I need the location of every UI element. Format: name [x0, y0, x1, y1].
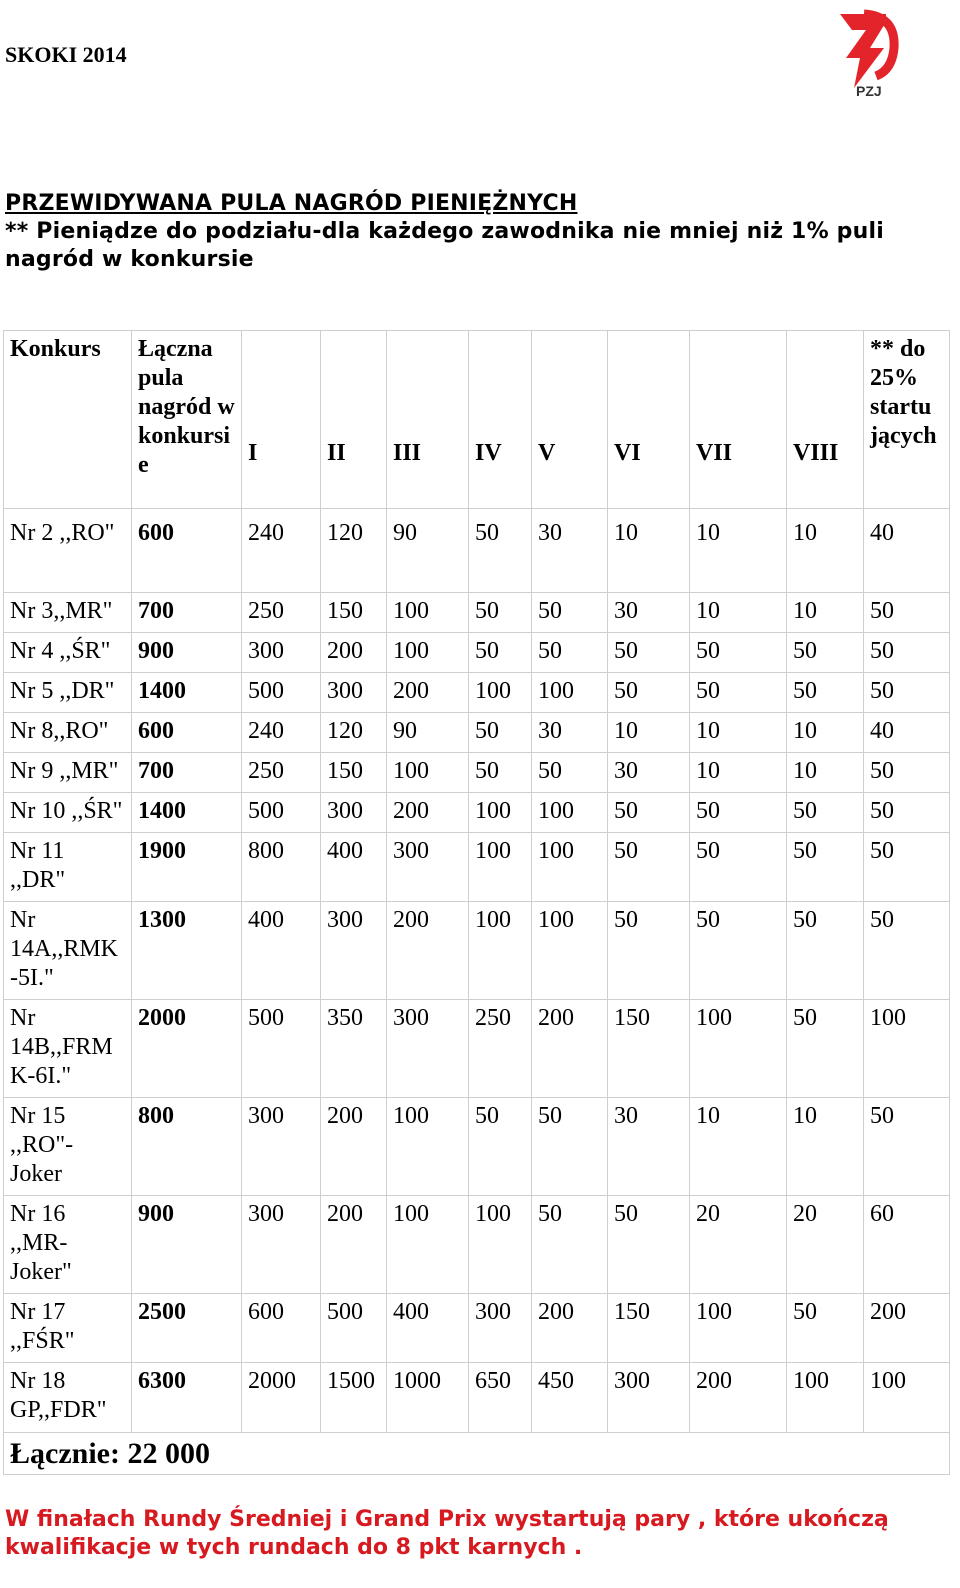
row-prize-cell: 2000: [242, 1363, 321, 1433]
row-prize-cell: 50: [787, 902, 864, 1000]
table-row: [4, 793, 950, 833]
row-prize-cell: 250: [469, 1000, 532, 1098]
table-row: [4, 1000, 950, 1098]
table-row: [4, 1363, 950, 1433]
row-prize-cell: 350: [321, 1000, 387, 1098]
row-prize-cell: 250: [242, 753, 321, 793]
row-prize-cell: 100: [532, 793, 608, 833]
row-prize-cell: 650: [469, 1363, 532, 1433]
table-row: [4, 509, 950, 593]
row-prize-cell: 100: [469, 793, 532, 833]
row-label: Nr 8,,RO": [4, 713, 132, 753]
row-prize-cell: 100: [469, 1196, 532, 1294]
row-total-pool: 700: [132, 753, 242, 793]
row-total-pool: 1400: [132, 673, 242, 713]
row-prize-cell: 50: [787, 793, 864, 833]
row-prize-cell: 100: [469, 833, 532, 902]
row-prize-cell: 250: [242, 593, 321, 633]
row-prize-cell: 50: [787, 1000, 864, 1098]
header-percent-starters: ** do 25% startu jących: [864, 331, 950, 509]
row-prize-cell: 200: [690, 1363, 787, 1433]
row-prize-cell: 300: [321, 673, 387, 713]
row-prize-cell: 50: [469, 593, 532, 633]
row-total-pool: 700: [132, 593, 242, 633]
row-prize-cell: 240: [242, 713, 321, 753]
row-label: Nr 11 ,,DR": [4, 833, 132, 902]
header-place: V: [532, 331, 608, 509]
row-prize-cell: 400: [387, 1294, 469, 1363]
header-place: IV: [469, 331, 532, 509]
row-prize-cell: 10: [690, 753, 787, 793]
row-prize-cell: 30: [532, 713, 608, 753]
row-label: Nr 15 ,,RO"- Joker: [4, 1098, 132, 1196]
row-prize-cell: 50: [608, 633, 690, 673]
row-prize-cell: 1000: [387, 1363, 469, 1433]
row-prize-cell: 50: [864, 902, 950, 1000]
row-prize-cell: 50: [690, 673, 787, 713]
row-prize-cell: 10: [608, 713, 690, 753]
row-prize-cell: 100: [532, 673, 608, 713]
row-prize-cell: 120: [321, 713, 387, 753]
row-prize-cell: 50: [469, 753, 532, 793]
row-total-pool: 600: [132, 509, 242, 593]
prize-pool-note: ** Pieniądze do podziału-dla każdego zawodnika nie mniej niż 1% puli nagród w konkursie: [5, 219, 884, 272]
row-prize-cell: 20: [787, 1196, 864, 1294]
row-prize-cell: 50: [532, 633, 608, 673]
table-row: [4, 902, 950, 1000]
row-prize-cell: 100: [690, 1294, 787, 1363]
row-prize-cell: 50: [532, 1196, 608, 1294]
row-prize-cell: 50: [532, 593, 608, 633]
row-total-pool: 1300: [132, 902, 242, 1000]
row-prize-cell: 50: [864, 633, 950, 673]
row-prize-cell: 50: [787, 1294, 864, 1363]
row-prize-cell: 10: [787, 713, 864, 753]
table-row: [4, 1098, 950, 1196]
row-prize-cell: 120: [321, 509, 387, 593]
row-prize-cell: 100: [864, 1000, 950, 1098]
row-label: Nr 9 ,,MR": [4, 753, 132, 793]
table-row: [4, 593, 950, 633]
row-prize-cell: 50: [690, 902, 787, 1000]
row-prize-cell: 50: [864, 833, 950, 902]
header-place: I: [242, 331, 321, 509]
row-prize-cell: 100: [387, 593, 469, 633]
row-label: Nr 16 ,,MR- Joker": [4, 1196, 132, 1294]
row-prize-cell: 200: [387, 673, 469, 713]
row-prize-cell: 20: [690, 1196, 787, 1294]
total-row: [4, 1433, 950, 1475]
header-total-pool: Łączna pula nagród w konkursi e: [132, 331, 242, 509]
row-prize-cell: 50: [532, 753, 608, 793]
row-prize-cell: 50: [608, 902, 690, 1000]
footer-note: W finałach Rundy Średniej i Grand Prix wystartują pary , które ukończą kwalifikacje w tych rundach do 8 pkt karnych .: [5, 1507, 889, 1560]
row-prize-cell: 90: [387, 509, 469, 593]
row-prize-cell: 40: [864, 509, 950, 593]
header-place: VIII: [787, 331, 864, 509]
table-row: [4, 1294, 950, 1363]
row-label: Nr 14A,,RMK -5I.": [4, 902, 132, 1000]
row-prize-cell: 50: [787, 673, 864, 713]
row-prize-cell: 50: [469, 509, 532, 593]
row-prize-cell: 50: [690, 633, 787, 673]
row-total-pool: 2000: [132, 1000, 242, 1098]
row-prize-cell: 300: [387, 833, 469, 902]
row-label: Nr 4 ,,ŚR": [4, 633, 132, 673]
row-prize-cell: 150: [321, 593, 387, 633]
row-prize-cell: 200: [532, 1000, 608, 1098]
row-prize-cell: 50: [532, 1098, 608, 1196]
row-label: Nr 2 ,,RO": [4, 509, 132, 593]
header-konkurs: Konkurs: [4, 331, 132, 509]
row-total-pool: 900: [132, 1196, 242, 1294]
row-prize-cell: 400: [242, 902, 321, 1000]
row-prize-cell: 50: [469, 1098, 532, 1196]
row-prize-cell: 100: [690, 1000, 787, 1098]
row-prize-cell: 300: [242, 1196, 321, 1294]
prize-pool-heading: [5, 190, 950, 274]
row-prize-cell: 400: [321, 833, 387, 902]
row-prize-cell: 500: [321, 1294, 387, 1363]
row-prize-cell: 100: [787, 1363, 864, 1433]
row-prize-cell: 200: [864, 1294, 950, 1363]
row-label: Nr 3,,MR": [4, 593, 132, 633]
row-prize-cell: 30: [608, 593, 690, 633]
row-total-pool: 1900: [132, 833, 242, 902]
table-row: [4, 633, 950, 673]
row-prize-cell: 100: [532, 902, 608, 1000]
row-prize-cell: 300: [321, 793, 387, 833]
header-place: VII: [690, 331, 787, 509]
row-prize-cell: 800: [242, 833, 321, 902]
row-prize-cell: 50: [608, 793, 690, 833]
row-prize-cell: 150: [321, 753, 387, 793]
logo-text: PZJ: [856, 83, 882, 99]
row-prize-cell: 300: [242, 633, 321, 673]
row-total-pool: 1400: [132, 793, 242, 833]
row-prize-cell: 50: [787, 633, 864, 673]
row-prize-cell: 50: [469, 633, 532, 673]
row-label: Nr 18 GP,,FDR": [4, 1363, 132, 1433]
header-place: II: [321, 331, 387, 509]
row-prize-cell: 50: [690, 833, 787, 902]
row-prize-cell: 100: [469, 902, 532, 1000]
row-total-pool: 900: [132, 633, 242, 673]
table-row: [4, 673, 950, 713]
row-prize-cell: 10: [690, 593, 787, 633]
page-title: SKOKI 2014: [5, 42, 127, 67]
prize-pool-title: PRZEWIDYWANA PULA NAGRÓD PIENIĘŻNYCH: [5, 191, 578, 216]
header-place: III: [387, 331, 469, 509]
row-prize-cell: 300: [321, 902, 387, 1000]
row-prize-cell: 200: [387, 902, 469, 1000]
row-prize-cell: 100: [864, 1363, 950, 1433]
row-prize-cell: 200: [387, 793, 469, 833]
row-prize-cell: 450: [532, 1363, 608, 1433]
row-prize-cell: 100: [469, 673, 532, 713]
row-prize-cell: 1500: [321, 1363, 387, 1433]
row-prize-cell: 40: [864, 713, 950, 753]
row-prize-cell: 50: [608, 673, 690, 713]
row-total-pool: 600: [132, 713, 242, 753]
row-prize-cell: 30: [532, 509, 608, 593]
row-prize-cell: 50: [864, 593, 950, 633]
row-prize-cell: 600: [242, 1294, 321, 1363]
row-prize-cell: 10: [690, 1098, 787, 1196]
row-total-pool: 6300: [132, 1363, 242, 1433]
row-prize-cell: 300: [242, 1098, 321, 1196]
row-prize-cell: 50: [864, 1098, 950, 1196]
row-prize-cell: 10: [787, 1098, 864, 1196]
row-prize-cell: 200: [321, 1196, 387, 1294]
table-row: [4, 753, 950, 793]
row-prize-cell: 50: [864, 753, 950, 793]
table-row: [4, 713, 950, 753]
row-prize-cell: 300: [387, 1000, 469, 1098]
row-prize-cell: 90: [387, 713, 469, 753]
row-prize-cell: 60: [864, 1196, 950, 1294]
row-prize-cell: 50: [690, 793, 787, 833]
row-label: Nr 17 ,,FŚR": [4, 1294, 132, 1363]
row-prize-cell: 30: [608, 753, 690, 793]
row-total-pool: 800: [132, 1098, 242, 1196]
table-row: [4, 1196, 950, 1294]
row-prize-cell: 10: [608, 509, 690, 593]
row-prize-cell: 300: [469, 1294, 532, 1363]
row-prize-cell: 300: [608, 1363, 690, 1433]
row-prize-cell: 100: [387, 753, 469, 793]
row-prize-cell: 10: [787, 753, 864, 793]
row-prize-cell: 150: [608, 1000, 690, 1098]
row-prize-cell: 50: [864, 673, 950, 713]
row-prize-cell: 200: [321, 1098, 387, 1196]
row-prize-cell: 50: [608, 1196, 690, 1294]
row-prize-cell: 10: [690, 713, 787, 753]
header-place: VI: [608, 331, 690, 509]
row-prize-cell: 10: [787, 593, 864, 633]
row-prize-cell: 30: [608, 1098, 690, 1196]
row-prize-cell: 50: [787, 833, 864, 902]
row-prize-cell: 200: [532, 1294, 608, 1363]
row-prize-cell: 150: [608, 1294, 690, 1363]
pzj-logo: [836, 8, 902, 100]
row-prize-cell: 100: [387, 1196, 469, 1294]
row-prize-cell: 100: [387, 1098, 469, 1196]
row-label: Nr 14B,,FRM K-6I.": [4, 1000, 132, 1098]
row-prize-cell: 50: [864, 793, 950, 833]
row-prize-cell: 200: [321, 633, 387, 673]
row-prize-cell: 10: [690, 509, 787, 593]
total-amount: Łącznie: 22 000: [4, 1433, 950, 1475]
row-label: Nr 5 ,,DR": [4, 673, 132, 713]
row-prize-cell: 500: [242, 1000, 321, 1098]
row-total-pool: 2500: [132, 1294, 242, 1363]
row-prize-cell: 500: [242, 793, 321, 833]
table-row: [4, 833, 950, 902]
table-header-row: [4, 331, 950, 509]
prize-table: [3, 330, 950, 1475]
row-prize-cell: 240: [242, 509, 321, 593]
row-label: Nr 10 ,,ŚR": [4, 793, 132, 833]
row-prize-cell: 50: [469, 713, 532, 753]
row-prize-cell: 10: [787, 509, 864, 593]
row-prize-cell: 100: [387, 633, 469, 673]
row-prize-cell: 500: [242, 673, 321, 713]
row-prize-cell: 100: [532, 833, 608, 902]
row-prize-cell: 50: [608, 833, 690, 902]
